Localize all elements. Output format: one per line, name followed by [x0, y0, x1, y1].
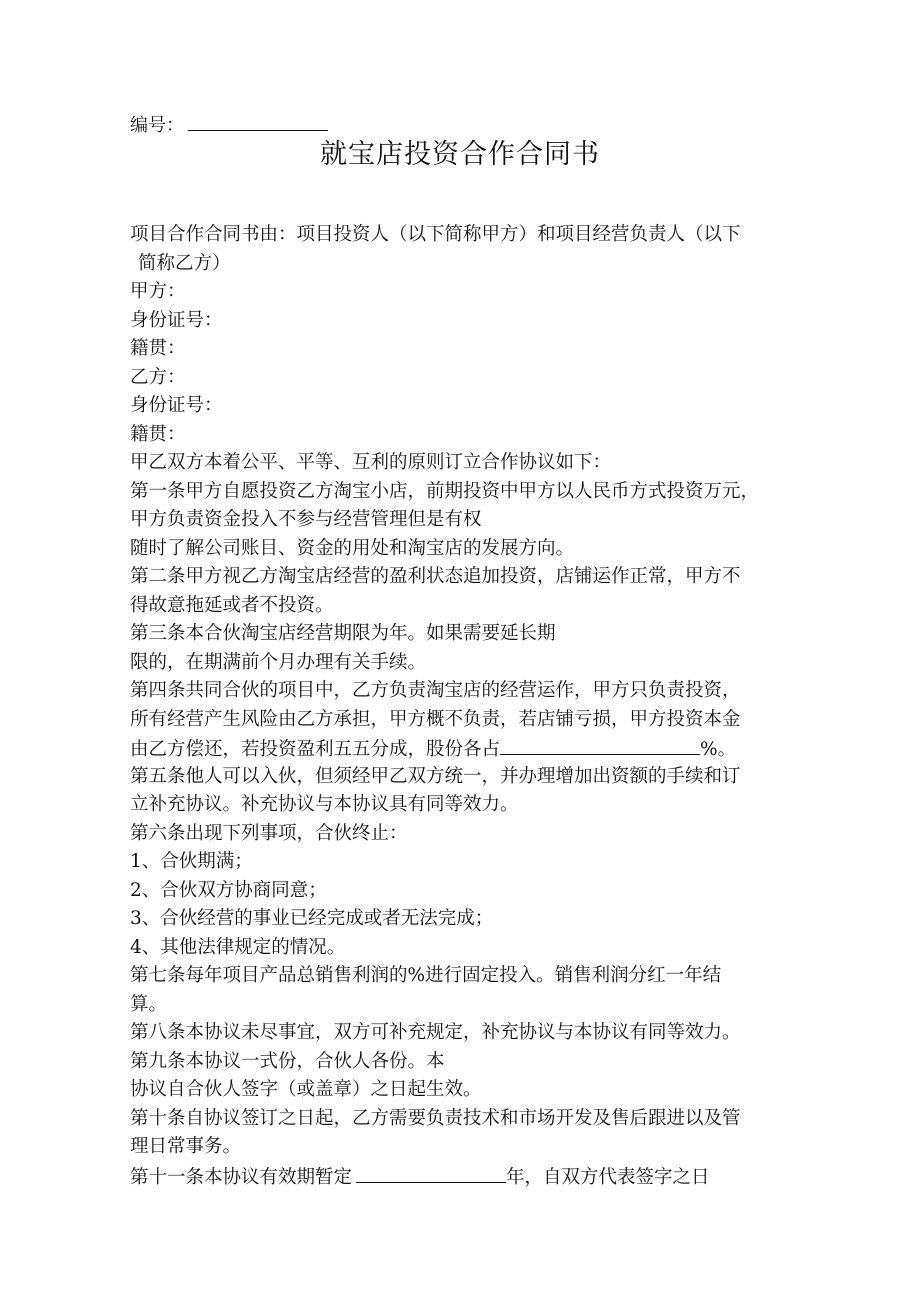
article-1-line: 甲方负责资金投入不参与经营管理但是有权	[130, 509, 482, 530]
article-11-text-cont: 年，自双方代表签字之日	[506, 1166, 710, 1188]
preamble: 甲乙双方本着公平、平等、互利的原则订立合作协议如下：	[130, 452, 612, 473]
percent-sign: %。	[700, 739, 737, 760]
article-9-line: 第九条本协议一式份，合伙人各份。本	[130, 1050, 445, 1072]
share-percentage-blank	[500, 734, 700, 755]
serial-number-label: 编号：	[130, 115, 184, 136]
article-11-line	[130, 1162, 810, 1191]
document-body	[130, 221, 810, 1190]
article-1-line: 第一条甲方自愿投资乙方淘宝小店，前期投资中甲方以人民币方式投资万元，	[130, 480, 760, 502]
article-4-line	[130, 734, 810, 763]
article-7-line: 算。	[130, 993, 168, 1015]
validity-years-blank	[356, 1162, 506, 1183]
article-3-line: 限的，在期满前个月办理有关手续。	[130, 651, 427, 673]
article-7-line: 第七条每年项目产品总销售利润的%进行固定投入。销售利润分红一年结	[130, 965, 722, 986]
article-5-line: 第五条他人可以入伙，但须经甲乙双方统一，并办理增加出资额的手续和订	[130, 765, 741, 787]
article-4-line: 第四条共同合伙的项目中，乙方负责淘宝店的经营运作，甲方只负责投资，	[130, 680, 741, 701]
serial-number-blank	[188, 112, 328, 131]
article-10-line: 理日常事务。	[130, 1136, 242, 1157]
article-5-line: 立补充协议。补充协议与本协议具有同等效力。	[130, 794, 519, 815]
article-1-line: 随时了解公司账目、资金的用处和淘宝店的发展方向。	[130, 537, 575, 559]
article-11-text: 第十一条本协议有效期暂定	[130, 1166, 353, 1188]
article-6-item: 2、合伙双方协商同意；	[130, 879, 327, 901]
article-9-line: 协议自合伙人签字（或盖章）之日起生效。	[130, 1079, 482, 1100]
party-a-label: 甲方：	[130, 281, 186, 302]
article-6-item: 4、其他法律规定的情况。	[130, 936, 346, 958]
article-4-share-text: 由乙方偿还，若投资盈利五五分成，股份各占	[130, 739, 501, 760]
party-b-origin-label: 籍贯：	[130, 423, 186, 445]
party-b-id-label: 身份证号：	[130, 395, 223, 416]
article-4-line: 所有经营产生风险由乙方承担，甲方概不负责，若店铺亏损，甲方投资本金	[130, 708, 741, 730]
article-6-item: 1、合伙期满；	[130, 851, 253, 872]
party-b-label: 乙方：	[130, 366, 186, 388]
article-2-line: 得故意拖延或者不投资。	[130, 594, 334, 616]
intro-line: 简称乙方）	[138, 252, 231, 274]
article-10-line: 第十条自协议签订之日起，乙方需要负责技术和市场开发及售后跟进以及管	[130, 1107, 741, 1129]
party-a-origin-label: 籍贯：	[130, 338, 186, 359]
document-title: 就宝店投资合作合同书	[320, 139, 600, 170]
serial-number-field	[130, 112, 328, 138]
party-a-id-label: 身份证号：	[130, 309, 223, 331]
article-6-line: 第六条出现下列事项，合伙终止：	[130, 822, 408, 844]
article-3-line: 第三条本合伙淘宝店经营期限为年。如果需要延长期	[130, 623, 556, 644]
article-8-line: 第八条本协议未尽事宜，双方可补充规定，补充协议与本协议有同等效力。	[130, 1022, 741, 1043]
article-2-line: 第二条甲方视乙方淘宝店经营的盈利状态追加投资，店铺运作正常，甲方不	[130, 566, 741, 587]
article-6-item: 3、合伙经营的事业已经完成或者无法完成；	[130, 908, 494, 929]
intro-line: 项目合作合同书由：项目投资人（以下简称甲方）和项目经营负责人（以下	[130, 224, 741, 245]
